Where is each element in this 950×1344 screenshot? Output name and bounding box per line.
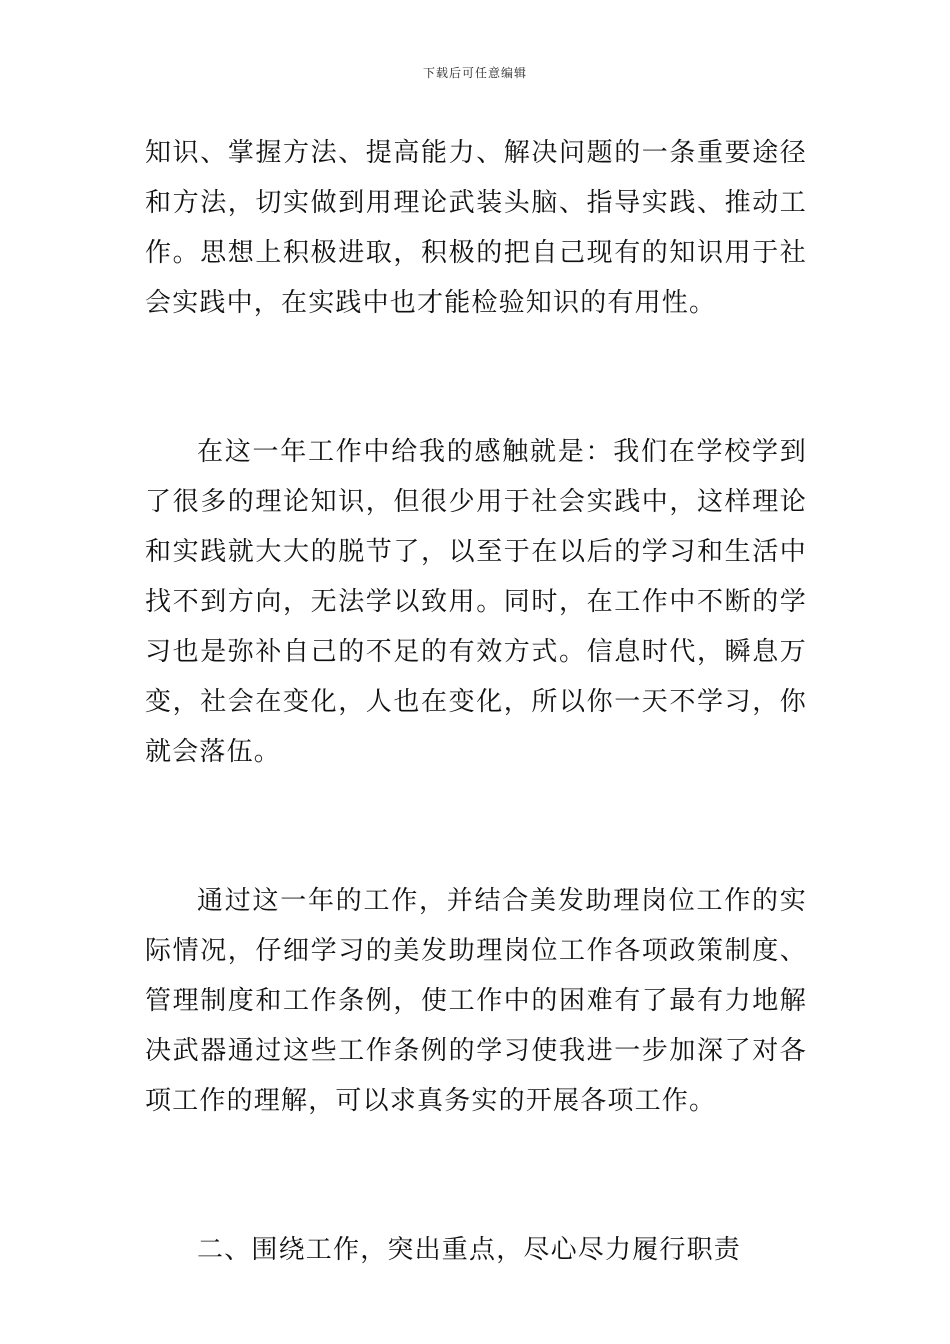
paragraph-spacer bbox=[145, 1126, 807, 1225]
document-body bbox=[145, 128, 807, 1275]
paragraph-3: 通过这一年的工作，并结合美发助理岗位工作的实际情况，仔细学习的美发助理岗位工作各项政策制度、管理制度和工作条例，使工作中的困难有了最有力地解决武器通过这些工作条例的学习使我进一步加深了对各项工作的理解，可以求真务实的开展各项工作。 bbox=[145, 886, 807, 1116]
paragraph-1: 知识、掌握方法、提高能力、解决问题的一条重要途径和方法，切实做到用理论武装头脑、指导实践、推动工作。思想上积极进取，积极的把自己现有的知识用于社会实践中，在实践中也才能检验知识的有用性。 bbox=[145, 138, 807, 318]
paragraph-spacer bbox=[145, 328, 807, 427]
page-header-note: 下载后可任意编辑 bbox=[422, 66, 527, 80]
section-heading: 二、围绕工作，突出重点，尽心尽力履行职责 bbox=[197, 1235, 742, 1265]
paragraph-2: 在这一年工作中给我的感触就是：我们在学校学到了很多的理论知识，但很少用于社会实践中，这样理论和实践就大大的脱节了，以至于在以后的学习和生活中找不到方向，无法学以致用。同时，在工作中不断的学习也是弥补自己的不足的有效方式。信息时代，瞬息万变，社会在变化，人也在变化，所以你一天不学习，你就会落伍。 bbox=[145, 437, 807, 767]
paragraph-spacer bbox=[145, 777, 807, 876]
